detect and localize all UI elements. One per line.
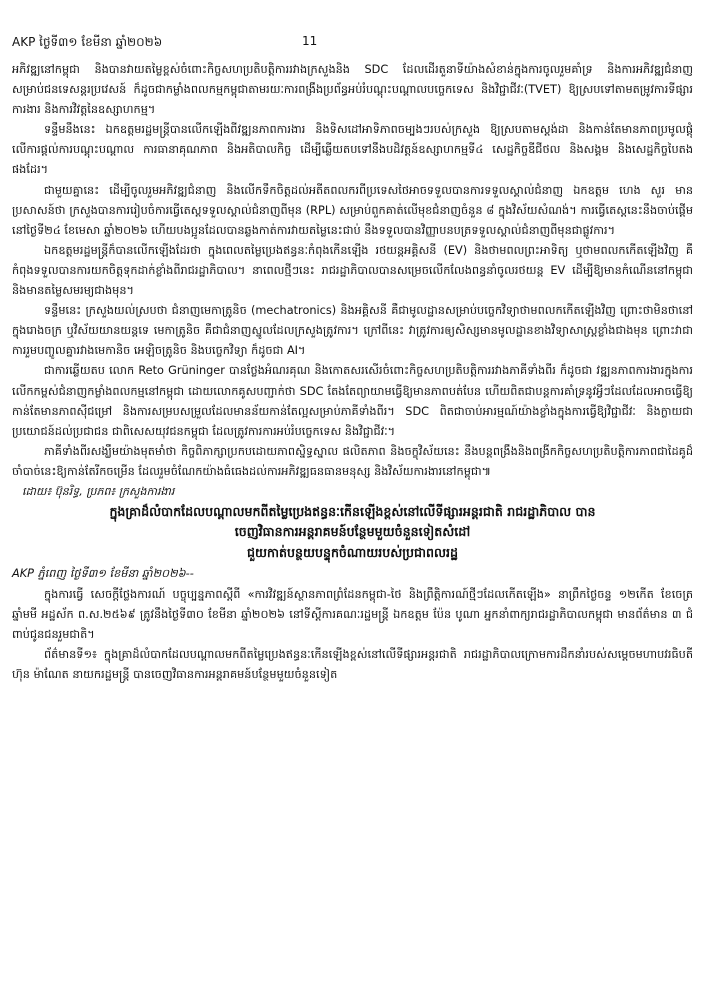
headline-line: ជួយកាត់បន្ថយបន្ទុកចំណាយរបស់ប្រជាពលរដ្ឋ: [247, 544, 458, 560]
paragraph: ទន្ទឹមនឹងនេះ ឯកឧត្តមរដ្ឋមន្ត្រីបានលើកឡើងពីវឌ្ឍនភាពការងារ និងទិសដៅអាទិភាពចម្បងៗរបស់ក្រសួង ឱ្យស្របតាមស្តង់ដា និងកាន់តែមានភាពប្រមូលផ្តុំលើការផ្តល់ការបណ្តុះបណ្តាល ការធានាគុណភាព និងអតិបាលកិច្ច ដើម្បីឆ្លើយតបទៅនឹងបដិវត្តន៍ឧស្សាហកម្មទី៤ សេដ្ឋកិច្ចឌីជីថល និងសង្គម និងសេដ្ឋកិច្ចបៃតងផងដែរ។: [12, 123, 693, 177]
paragraph: ទន្ទឹមនេះ ក្រសួងយល់ស្របថា ជំនាញមេកាត្រូនិច (mechatronics) និងអគ្គិសនី គឺជាមូលដ្ឋានសម្រាប់បច្ចេកវិទ្យាថាមពលកកើតឡើងវិញ ព្រោះថាមិនថានៅក្នុងរោងចក្រ ឬវិស័យយានយន្តទេ មេកាត្រូនិច គឺជាជំនាញស្នូលដែលក្រសួងត្រូវការ។ ក្រៅពីនេះ វាត្រូវការឲ្យសិស្សមានមូលដ្ឋានខាងវិទ្យាសាស្ត្រខ្លាំងជាងមុន ព្រោះវាជាការរួមបញ្ចូលគ្នារវាងមេកានិច អេឡិចត្រូនិច និងបច្ចេកវិទ្យា ក៏ដូចជា AI។: [12, 304, 693, 358]
article-headline: [20, 502, 685, 564]
paragraph: ជាការឆ្លើយតប លោក Reto Grüninger បានថ្លែងអំណរគុណ និងកោតសរសើរចំពោះកិច្ចសហប្រតិបត្តិការរវាងភាគីទាំងពីរ ក៏ដូចជា វឌ្ឍនភាពការងារក្នុងការលើកកម្ពស់ជំនាញកម្លាំងពលកម្មនៅកម្ពុជា ដោយលោកគូសបញ្ជាក់ថា SDC តែងតែព្យាយាមធ្វើឱ្យមានភាពបត់បែន ហើយពិតជាបន្តការគាំទ្រនូវអ្វីៗដែលដែលអាចធ្វើឱ្យកាន់តែមានភាពស៊ីជម្រៅ និងការសម្របសម្រួលដែលមានន័យកាន់តែល្អសម្រាប់ភាគីទាំងពីរ។ SDC ពិតជាចាប់អារម្មណ៍យ៉ាងខ្លាំងក្នុងការធ្វើឱ្យវិជ្ជាជីវៈ និងក្លាយជាប្រយោជន៍ដល់ប្រជាជន ជាពិសេសយុវជនកម្ពុជា ដែលត្រូវការការអប់រំបច្ចេកទេស និងវិជ្ជាជីវៈ។: [12, 364, 693, 438]
paragraph: ឯកឧត្តមរដ្ឋមន្ត្រីក៏បានលើកឡើងដែរថា ក្នុងពេលតម្លៃប្រេងឥន្ធនៈកំពុងកើនឡើង រថយន្តអគ្គិសនី (EV) និងថាមពលព្រះអាទិត្យ ឬថាមពលកកើតឡើងវិញ គឺកំពុងទទួលបានការយកចិត្តទុកដាក់ខ្លាំងពីរាជរដ្ឋាភិបាល។ នាពេលថ្មីៗនេះ រាជរដ្ឋាភិបាលបានសម្រេចលើកលែងពន្ធនាំចូលរថយន្ត EV ដើម្បីឱ្យមានកំណើននៅកម្ពុជា និងមានតម្លៃសមរម្យជាងមុន។: [12, 243, 693, 298]
headline-line: ចេញវិធានការអន្តរាគមន៍បន្ថែមមួយចំនួនទៀតសំដៅ: [234, 524, 471, 540]
page-header: [12, 34, 693, 60]
article-body: [12, 585, 693, 685]
header-dateline: AKP ថ្ងៃទី៣១ ខែមីនា ឆ្នាំ២០២៦: [12, 35, 163, 49]
paragraph: អភិវឌ្ឍនៅកម្ពុជា និងបានវាយតម្លៃខ្ពស់ចំពោះកិច្ចសហប្រតិបត្តិការរវាងក្រសួងនិង SDC ដែលដើរតួនាទីយ៉ាងសំខាន់ក្នុងការចូលរួមគាំទ្រ និងការអភិវឌ្ឍជំនាញសម្រាប់ជនទេសន្តរប្រវេសន៍ ក៏ដូចជាកម្លាំងពលកម្មកម្ពុជាតាមរយៈការពង្រឹងប្រព័ន្ធអប់រំបណ្តុះបណ្តាលបច្ចេកទេស និងវិជ្ជាជីវៈ(TVET) ឱ្យស្របទៅតាមតម្រូវការទីផ្សារការងារ និងការវិវត្តនៃឧស្សាហកម្ម។: [12, 63, 693, 117]
page-number: 11: [302, 34, 318, 48]
paragraph: ភាគីទាំងពីរសង្ឃឹមយ៉ាងមុតមាំថា កិច្ចពិភាក្សាប្រកបដោយភាពស្និទ្ធស្នាល ផលិតភាព និងចក្ខុវិស័យនេះ នឹងបន្តពង្រឹងនិងពង្រីកកិច្ចសហប្រតិបត្តិការភាពជាដៃគូដ៏ចាំបាច់នេះឱ្យកាន់តែរីកចម្រើន ដែលរួមចំណែកយ៉ាងធំធេងដល់ការអភិវឌ្ឍធនធានមនុស្ស និងវិស័យការងារនៅកម្ពុជា៕: [12, 444, 693, 478]
paragraph: ក្នុងការធ្វើ សេចក្តីថ្លែងការណ៍ បច្ចុប្បន្នភាពស្តីពី «ការវិវឌ្ឍន៍ស្ថានភាពព្រំដែនកម្ពុជា-ថៃ និងព្រឹត្តិការណ៍ថ្មីៗដែលកើតឡើង» នាព្រឹកថ្ងៃចន្ទ ១២កើត ខែចេត្រ ឆ្នាំមមី អដ្ឋស័ក ព.ស.២៥៦៩ ត្រូវនឹងថ្ងៃទី៣០ ខែមីនា ឆ្នាំ២០២៦ នៅទីស្តីការគណៈរដ្ឋមន្ត្រី ឯកឧត្តម ប៉ែន បូណា អ្នកនាំពាក្យរាជរដ្ឋាភិបាលកម្ពុជា មានព័ត៌មាន ៣ ជំពាប់ជូនជនរួមជាតិ។: [12, 587, 693, 641]
byline: ដោយ៖ ប៊ុនរិទ្ធ, ប្រភព៖ ក្រសួងការងារ: [22, 484, 175, 498]
article-dateline: AKP ភ្នំពេញ ថ្ងៃទី៣១ ខែមីនា ឆ្នាំ២០២៦--: [12, 567, 194, 581]
paragraph: ជាមួយគ្នានេះ ដើម្បីចូលរួមអភិវឌ្ឍជំនាញ និងលើកទឹកចិត្តដល់អតីតពលករពីប្រទេសថៃអាចទទួលបានការទទួលស្គាល់ជំនាញ ឯកឧត្តម ហេង សួរ មានប្រសាសន៍ថា ក្រសួងបានការរៀបចំការធ្វើតេស្តទទួលស្គាល់ជំនាញពីមុន (RPL) សម្រាប់ពួកគាត់លើមុខជំនាញចំនួន ៨ ក្នុងវិស័យសំណង់។ ការធ្វើតេស្តនេះនឹងចាប់ផ្តើមនៅថ្ងៃទី២៤ ខែមេសា ឆ្នាំ២០២៦ ហើយបងប្អូនដែលបានឆ្លងកាត់ការវាយតម្លៃនេះជាប់ នឹងទទួលបានវិញ្ញាបនបត្រទទួលស្គាល់ជំនាញពីមុនជាផ្លូវការ។: [12, 183, 693, 237]
headline-line: ក្នុងគ្រាដ៏លំបាកដែលបណ្តាលមកពីតម្លៃប្រេងឥន្ធនៈកើនឡើងខ្ពស់នៅលើទីផ្សារអន្តរជាតិ រាជរដ្ឋាភិបាល បាន: [109, 503, 596, 519]
paragraph: ព័ត៌មានទី១៖ ក្នុងគ្រាដ៏លំបាកដែលបណ្តាលមកពីតម្លៃប្រេងឥន្ធនៈកើនឡើងខ្ពស់នៅលើទីផ្សារអន្តរជាតិ រាជរដ្ឋាភិបាលក្រោមការដឹកនាំរបស់សម្តេចមហាបវរធិបតី ហ៊ុន ម៉ាណែត នាយករដ្ឋមន្ត្រី បានចេញវិធានការអន្តរាគមន៍បន្ថែមមួយចំនួនទៀត: [12, 647, 693, 681]
article-body: [12, 60, 693, 482]
